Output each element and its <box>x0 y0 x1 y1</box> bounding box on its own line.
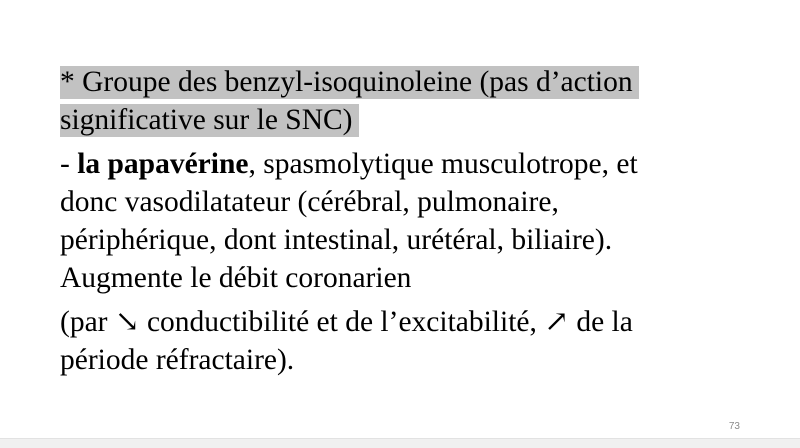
heading-highlight <box>60 66 639 137</box>
papaverine-paragraph <box>60 145 760 297</box>
para1-line-3: périphérique, dont intestinal, urétéral, biliaire). <box>60 224 613 256</box>
slide-number: 73 <box>728 421 740 432</box>
para1-line-1: , spasmolytique musculotrope, et <box>248 148 638 180</box>
papaverine-term: la papavérine <box>77 148 249 180</box>
para2-line-1: (par ↘ conductibilité et de l’excitabilité, ↗ de la <box>60 306 633 338</box>
para1-line-4: Augmente le débit coronarien <box>60 262 412 294</box>
bullet-dash: - <box>60 148 78 180</box>
mechanism-paragraph <box>60 303 760 379</box>
para1-line-2: donc vasodilatateur (cérébral, pulmonaire, <box>60 186 559 218</box>
heading-line-2: significative sur le SNC) <box>60 104 353 136</box>
heading-line-1: * Groupe des benzyl-isoquinoleine (pas d’action <box>60 66 633 98</box>
para2-line-2: période réfractaire). <box>60 344 295 376</box>
slide-body <box>60 63 760 379</box>
highlighted-heading <box>60 63 760 139</box>
